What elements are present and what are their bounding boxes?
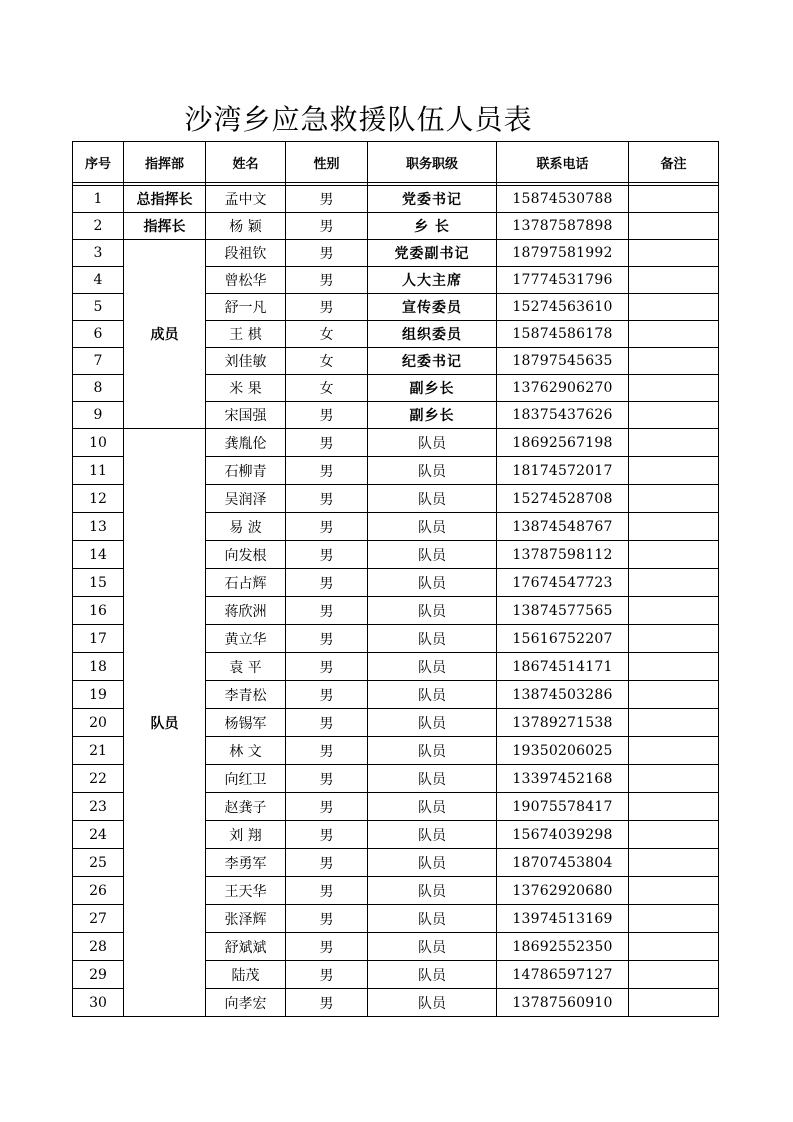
row-index: 1 (73, 186, 124, 213)
row-position: 队员 (368, 429, 497, 457)
row-gender: 男 (286, 597, 368, 625)
row-gender: 男 (286, 737, 368, 765)
row-phone: 13874503286 (497, 681, 629, 709)
row-name: 石占辉 (206, 569, 286, 597)
row-remark (629, 375, 719, 402)
row-position: 队员 (368, 513, 497, 541)
header-index: 序号 (73, 142, 124, 183)
row-remark (629, 709, 719, 737)
header-phone: 联系电话 (497, 142, 629, 183)
group-commander: 指挥长 (124, 213, 206, 240)
row-gender: 男 (286, 681, 368, 709)
table-row (73, 429, 719, 457)
row-remark (629, 625, 719, 653)
row-name: 刘 翔 (206, 821, 286, 849)
row-index: 15 (73, 569, 124, 597)
row-remark (629, 240, 719, 267)
row-phone: 13787587898 (497, 213, 629, 240)
row-position: 纪委书记 (368, 348, 497, 375)
row-remark (629, 793, 719, 821)
row-remark (629, 961, 719, 989)
row-index: 11 (73, 457, 124, 485)
row-position: 队员 (368, 569, 497, 597)
row-phone: 13762906270 (497, 375, 629, 402)
row-gender: 男 (286, 961, 368, 989)
row-index: 8 (73, 375, 124, 402)
row-gender: 女 (286, 321, 368, 348)
row-index: 4 (73, 267, 124, 294)
row-index: 26 (73, 877, 124, 905)
row-index: 22 (73, 765, 124, 793)
row-position: 党委副书记 (368, 240, 497, 267)
row-phone: 19075578417 (497, 793, 629, 821)
row-phone: 13874577565 (497, 597, 629, 625)
row-remark (629, 321, 719, 348)
row-remark (629, 681, 719, 709)
header-name: 姓名 (206, 142, 286, 183)
row-name: 黄立华 (206, 625, 286, 653)
row-name: 刘佳敏 (206, 348, 286, 375)
row-index: 17 (73, 625, 124, 653)
row-position: 队员 (368, 597, 497, 625)
row-remark (629, 597, 719, 625)
row-name: 杨 颖 (206, 213, 286, 240)
row-remark (629, 653, 719, 681)
row-remark (629, 429, 719, 457)
row-name: 孟中文 (206, 186, 286, 213)
row-position: 队员 (368, 625, 497, 653)
table-body (73, 183, 719, 1017)
row-remark (629, 402, 719, 429)
row-position: 副乡长 (368, 375, 497, 402)
row-gender: 男 (286, 765, 368, 793)
row-position: 队员 (368, 457, 497, 485)
row-phone: 13397452168 (497, 765, 629, 793)
row-name: 王 棋 (206, 321, 286, 348)
table-row (73, 213, 719, 240)
row-remark (629, 737, 719, 765)
row-index: 19 (73, 681, 124, 709)
row-phone: 13762920680 (497, 877, 629, 905)
row-name: 向红卫 (206, 765, 286, 793)
row-index: 12 (73, 485, 124, 513)
row-phone: 18174572017 (497, 457, 629, 485)
row-gender: 男 (286, 989, 368, 1017)
row-phone: 18674514171 (497, 653, 629, 681)
document-title: 沙湾乡应急救援队伍人员表 (184, 103, 533, 136)
row-remark (629, 513, 719, 541)
row-name: 易 波 (206, 513, 286, 541)
row-gender: 男 (286, 267, 368, 294)
row-phone: 19350206025 (497, 737, 629, 765)
row-position: 队员 (368, 877, 497, 905)
row-name: 杨锡军 (206, 709, 286, 737)
header-position: 职务职级 (368, 142, 497, 183)
row-gender: 男 (286, 625, 368, 653)
row-index: 9 (73, 402, 124, 429)
row-index: 2 (73, 213, 124, 240)
row-phone: 15674039298 (497, 821, 629, 849)
row-phone: 18692567198 (497, 429, 629, 457)
row-remark (629, 569, 719, 597)
row-position: 队员 (368, 989, 497, 1017)
row-index: 21 (73, 737, 124, 765)
row-name: 舒斌斌 (206, 933, 286, 961)
row-gender: 男 (286, 429, 368, 457)
row-remark (629, 821, 719, 849)
row-remark (629, 348, 719, 375)
row-name: 张泽辉 (206, 905, 286, 933)
row-remark (629, 849, 719, 877)
row-name: 林 文 (206, 737, 286, 765)
row-name: 曾松华 (206, 267, 286, 294)
row-remark (629, 933, 719, 961)
header-remark: 备注 (629, 142, 719, 183)
row-remark (629, 541, 719, 569)
row-name: 陆茂 (206, 961, 286, 989)
row-gender: 男 (286, 821, 368, 849)
row-gender: 女 (286, 375, 368, 402)
row-gender: 男 (286, 402, 368, 429)
row-gender: 男 (286, 541, 368, 569)
row-index: 29 (73, 961, 124, 989)
row-phone: 15874530788 (497, 186, 629, 213)
row-gender: 男 (286, 905, 368, 933)
header-command: 指挥部 (124, 142, 206, 183)
row-index: 16 (73, 597, 124, 625)
row-name: 石柳青 (206, 457, 286, 485)
row-gender: 男 (286, 793, 368, 821)
row-position: 队员 (368, 765, 497, 793)
row-position: 乡 长 (368, 213, 497, 240)
row-name: 段祖钦 (206, 240, 286, 267)
row-remark (629, 213, 719, 240)
row-gender: 男 (286, 933, 368, 961)
row-phone: 18692552350 (497, 933, 629, 961)
row-remark (629, 765, 719, 793)
row-remark (629, 485, 719, 513)
row-index: 18 (73, 653, 124, 681)
row-gender: 男 (286, 653, 368, 681)
row-gender: 男 (286, 186, 368, 213)
row-phone: 15274563610 (497, 294, 629, 321)
row-name: 龚胤伦 (206, 429, 286, 457)
row-name: 王天华 (206, 877, 286, 905)
row-phone: 15616752207 (497, 625, 629, 653)
row-index: 27 (73, 905, 124, 933)
row-name: 蒋欣洲 (206, 597, 286, 625)
table-row (73, 186, 719, 213)
row-phone: 13787560910 (497, 989, 629, 1017)
row-position: 副乡长 (368, 402, 497, 429)
table-header-row (73, 142, 719, 183)
row-remark (629, 905, 719, 933)
row-position: 队员 (368, 541, 497, 569)
group-chief: 总指挥长 (124, 186, 206, 213)
row-index: 7 (73, 348, 124, 375)
header-gender: 性别 (286, 142, 368, 183)
row-gender: 男 (286, 485, 368, 513)
row-index: 3 (73, 240, 124, 267)
row-gender: 女 (286, 348, 368, 375)
row-name: 赵龚子 (206, 793, 286, 821)
row-phone: 18375437626 (497, 402, 629, 429)
row-name: 袁 平 (206, 653, 286, 681)
row-gender: 男 (286, 457, 368, 485)
row-name: 舒一凡 (206, 294, 286, 321)
row-position: 组织委员 (368, 321, 497, 348)
row-position: 队员 (368, 793, 497, 821)
row-phone: 14786597127 (497, 961, 629, 989)
row-position: 队员 (368, 961, 497, 989)
row-phone: 13789271538 (497, 709, 629, 737)
row-phone: 18797545635 (497, 348, 629, 375)
row-name: 向发根 (206, 541, 286, 569)
row-gender: 男 (286, 569, 368, 597)
row-index: 30 (73, 989, 124, 1017)
row-position: 队员 (368, 709, 497, 737)
row-remark (629, 989, 719, 1017)
row-name: 李青松 (206, 681, 286, 709)
row-name: 宋国强 (206, 402, 286, 429)
row-position: 队员 (368, 485, 497, 513)
row-position: 队员 (368, 737, 497, 765)
row-name: 米 果 (206, 375, 286, 402)
row-index: 6 (73, 321, 124, 348)
row-remark (629, 186, 719, 213)
row-name: 李勇军 (206, 849, 286, 877)
row-remark (629, 877, 719, 905)
row-gender: 男 (286, 513, 368, 541)
personnel-table (72, 141, 719, 1017)
row-position: 人大主席 (368, 267, 497, 294)
row-position: 队员 (368, 849, 497, 877)
row-index: 20 (73, 709, 124, 737)
group-team: 队员 (124, 429, 206, 1017)
row-name: 向孝宏 (206, 989, 286, 1017)
row-remark (629, 457, 719, 485)
row-gender: 男 (286, 294, 368, 321)
row-name: 吴润泽 (206, 485, 286, 513)
row-position: 队员 (368, 933, 497, 961)
row-gender: 男 (286, 213, 368, 240)
row-index: 23 (73, 793, 124, 821)
row-phone: 15274528708 (497, 485, 629, 513)
row-index: 14 (73, 541, 124, 569)
row-phone: 13787598112 (497, 541, 629, 569)
row-position: 党委书记 (368, 186, 497, 213)
row-index: 24 (73, 821, 124, 849)
row-phone: 17774531796 (497, 267, 629, 294)
row-index: 10 (73, 429, 124, 457)
row-gender: 男 (286, 849, 368, 877)
row-gender: 男 (286, 709, 368, 737)
row-index: 13 (73, 513, 124, 541)
row-position: 队员 (368, 653, 497, 681)
row-index: 25 (73, 849, 124, 877)
row-remark (629, 294, 719, 321)
row-position: 队员 (368, 905, 497, 933)
group-members: 成员 (124, 240, 206, 429)
row-phone: 13974513169 (497, 905, 629, 933)
row-index: 5 (73, 294, 124, 321)
row-remark (629, 267, 719, 294)
table-row (73, 240, 719, 267)
row-index: 28 (73, 933, 124, 961)
row-phone: 15874586178 (497, 321, 629, 348)
row-position: 队员 (368, 681, 497, 709)
row-phone: 18707453804 (497, 849, 629, 877)
row-phone: 13874548767 (497, 513, 629, 541)
row-position: 宣传委员 (368, 294, 497, 321)
row-gender: 男 (286, 877, 368, 905)
row-phone: 18797581992 (497, 240, 629, 267)
row-position: 队员 (368, 821, 497, 849)
row-gender: 男 (286, 240, 368, 267)
row-phone: 17674547723 (497, 569, 629, 597)
